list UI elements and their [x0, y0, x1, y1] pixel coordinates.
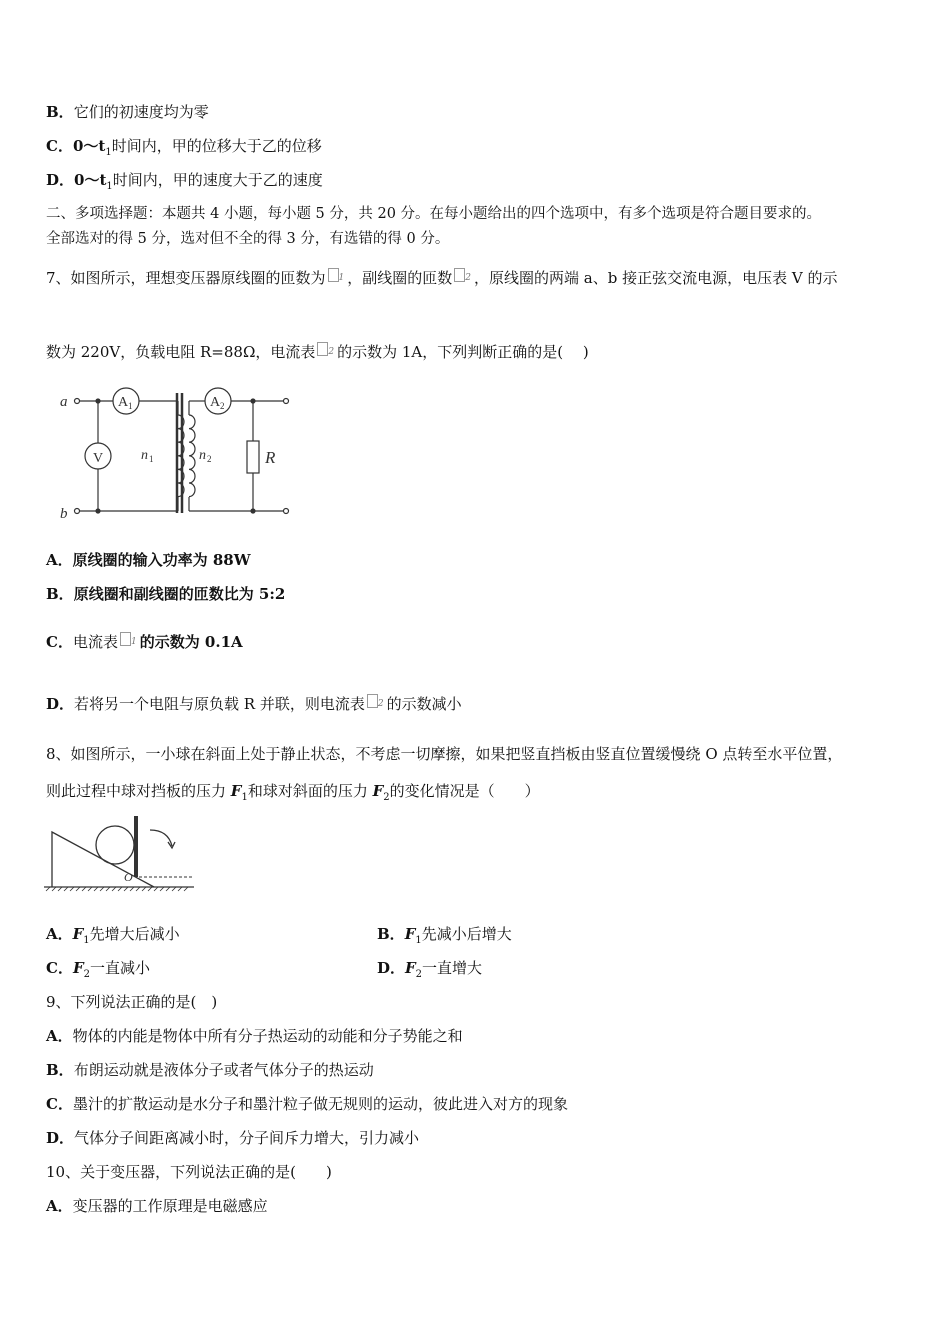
n1-sub: 1	[149, 454, 154, 464]
option-label: C．	[46, 137, 73, 155]
ammeter-a2-label: A	[210, 395, 221, 410]
option-text: 一直减小	[89, 959, 150, 977]
terminal-b-label: b	[60, 506, 68, 522]
output-terminal	[284, 509, 289, 514]
formula-image-placeholder	[328, 268, 339, 282]
force-symbol: F	[404, 925, 416, 943]
q7-text: ，原线圈的两端 a、b 接正弦交流电源，电压表 V 的示	[474, 269, 838, 287]
terminal-b-dot	[75, 509, 80, 514]
subscript: 1	[106, 181, 113, 192]
resistor-label: R	[265, 448, 276, 467]
option-text: 气体分子间距离减小时，分子间斥力增大，引力减小	[74, 1129, 420, 1147]
n1-label: n	[141, 448, 148, 463]
pivot-o-label: O	[124, 870, 133, 884]
q7-text: ，副线圈的匝数	[347, 269, 453, 287]
n2-label: n	[199, 448, 206, 463]
ammeter-a2-sub: 2	[220, 401, 225, 411]
incline-ball-diagram	[44, 812, 199, 892]
q7-option-a	[46, 550, 251, 570]
q10-option-a	[46, 1196, 268, 1216]
formula-image-placeholder	[454, 268, 465, 282]
option-label: D．	[46, 1129, 75, 1147]
option-text: 时间内，甲的速度大于乙的速度	[112, 171, 323, 189]
q7-text: 的示数为 1A，下列判断正确的是( )	[337, 343, 589, 361]
q8-stem-line2	[46, 781, 540, 808]
formula-image-placeholder	[317, 342, 328, 356]
option-text-pre: 0～t	[72, 137, 106, 155]
option-label: D．	[377, 959, 406, 977]
subscript: 2	[415, 969, 423, 980]
q7-text: 数为 220V，负载电阻 R=88Ω，电流表	[46, 343, 316, 361]
q8-stem-line1: 8、如图所示，一小球在斜面上处于静止状态，不考虑一切摩擦，如果把竖直挡板由竖直位置缓慢绕 O 点转至水平位置，	[46, 745, 843, 763]
subscript: 1	[241, 792, 248, 803]
ball	[96, 826, 134, 864]
q10-stem: 10、关于变压器，下列说法正确的是( )	[46, 1163, 332, 1181]
n2-sub: 2	[207, 454, 212, 464]
option-text-pre: 若将另一个电阻与原负载 R 并联，则电流表	[74, 695, 365, 713]
force-symbol: F	[405, 959, 416, 977]
option-label: B．	[46, 103, 74, 121]
q7-text: 7、如图所示，理想变压器原线圈的匝数为	[46, 269, 326, 287]
subscript: 2	[83, 969, 90, 980]
option-label: D．	[46, 171, 75, 189]
q8-option-b	[377, 924, 512, 951]
transformer-circuit-diagram	[55, 385, 305, 525]
option-text: 的示数为 0.1A	[139, 633, 243, 651]
placeholder-subscript: 1	[130, 637, 137, 647]
option-label: C．	[46, 959, 73, 977]
option-label: A．	[46, 925, 73, 943]
q8-option-d	[377, 958, 482, 985]
subscript: 2	[383, 792, 390, 803]
subscript: 1	[415, 935, 422, 946]
placeholder-subscript: 2	[465, 273, 472, 283]
output-terminal	[284, 399, 289, 404]
option-text-pre: 电流表	[72, 633, 118, 651]
option-label: B．	[46, 585, 74, 603]
placeholder-subscript: 1	[338, 273, 345, 283]
q6-option-c	[46, 136, 322, 163]
resistor-r	[247, 441, 259, 473]
option-text: 先增大后减小	[89, 925, 180, 943]
option-text: 它们的初速度均为零	[73, 103, 209, 121]
q8-option-c	[46, 958, 150, 985]
option-text: 时间内，甲的位移大于乙的位移	[111, 137, 322, 155]
q8-text: 则此过程中球对挡板的压力	[46, 782, 231, 800]
option-text: 先减小后增大	[421, 925, 512, 943]
option-label: C．	[46, 1095, 73, 1113]
formula-image-placeholder	[120, 632, 131, 646]
option-text-pre: 0～t	[74, 171, 107, 189]
option-label: D．	[46, 695, 75, 713]
ammeter-a1-sub: 1	[128, 401, 133, 411]
option-text: 的示数减小	[386, 695, 462, 713]
placeholder-subscript: 2	[328, 347, 335, 357]
subscript: 1	[105, 147, 112, 158]
option-label: A．	[46, 1027, 73, 1045]
q9-stem: 9、下列说法正确的是( )	[46, 993, 218, 1011]
q8-text: 和球对斜面的压力	[247, 782, 373, 800]
option-text: 变压器的工作原理是电磁感应	[72, 1197, 268, 1215]
q7-option-d	[46, 694, 462, 714]
option-label: B．	[377, 925, 405, 943]
q7-stem-line1	[46, 268, 837, 288]
q9-option-a	[46, 1026, 463, 1046]
option-label: A．	[46, 1197, 73, 1215]
terminal-a-dot	[75, 399, 80, 404]
terminal-a-label: a	[60, 394, 68, 410]
option-text: 物体的内能是物体中所有分子热运动的动能和分子势能之和	[72, 1027, 463, 1045]
option-text: 原线圈和副线圈的匝数比为 5:2	[73, 585, 286, 603]
secondary-coil	[189, 415, 195, 497]
q8-text: 的变化情况是（ ）	[389, 782, 540, 800]
option-label: B．	[46, 1061, 74, 1079]
section-heading-line2: 全部选对的得 5 分，选对但不全的得 3 分，有选错的得 0 分。	[46, 231, 450, 247]
q7-stem-line2	[46, 342, 589, 362]
q6-option-b	[46, 102, 209, 122]
force-symbol: F	[230, 782, 242, 800]
section-heading-line1: 二、多项选择题：本题共 4 小题，每小题 5 分，共 20 分。在每小题给出的四个选项中，有多个选项是符合题目要求的。	[46, 206, 822, 222]
q9-option-b	[46, 1060, 374, 1080]
q8-option-a	[46, 924, 180, 951]
q6-option-d	[46, 170, 323, 197]
placeholder-subscript: 2	[377, 699, 384, 709]
option-label: C．	[46, 633, 73, 651]
option-text: 原线圈的输入功率为 88W	[72, 551, 251, 569]
option-text: 一直增大	[422, 959, 483, 977]
force-symbol: F	[372, 782, 384, 800]
force-symbol: F	[72, 959, 84, 977]
force-symbol: F	[72, 925, 84, 943]
q9-option-c	[46, 1094, 568, 1114]
formula-image-placeholder	[367, 694, 378, 708]
q7-option-c	[46, 632, 243, 652]
voltmeter-label: V	[93, 451, 104, 466]
subscript: 1	[83, 935, 90, 946]
ammeter-a1-label: A	[118, 395, 129, 410]
option-label: A．	[46, 551, 73, 569]
option-text: 布朗运动就是液体分子或者气体分子的热运动	[73, 1061, 374, 1079]
q9-option-d	[46, 1128, 419, 1148]
q7-option-b	[46, 584, 285, 604]
option-text: 墨汁的扩散运动是水分子和墨汁粒子做无规则的运动，彼此进入对方的现象	[72, 1095, 568, 1113]
